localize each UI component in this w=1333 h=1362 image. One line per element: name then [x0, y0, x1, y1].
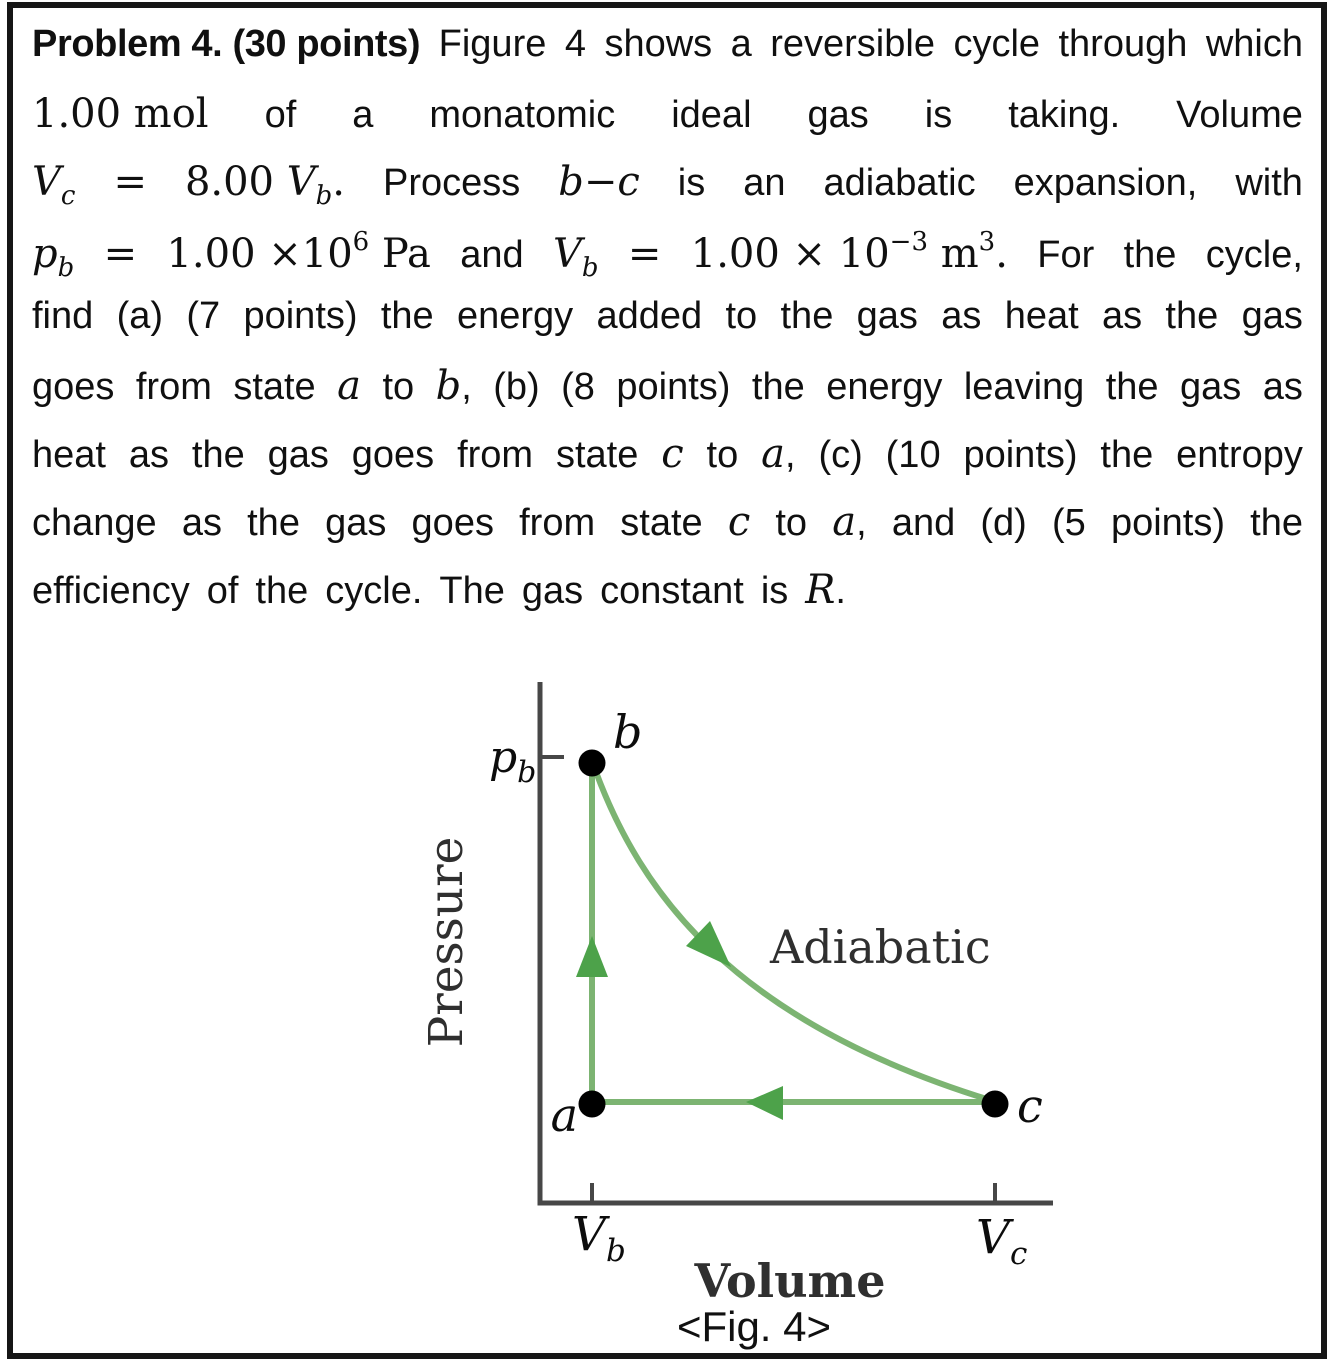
token: For [1037, 234, 1095, 276]
token: 1.00 × 10 [690, 231, 890, 277]
token: Process [382, 162, 521, 204]
token: The [439, 570, 505, 612]
token: is [924, 94, 953, 136]
pb-tick-label [489, 732, 536, 790]
arrow-up-icon [576, 936, 608, 977]
token: the [1105, 366, 1159, 408]
y-axis-label: Pressure [419, 836, 474, 1048]
token: state [555, 434, 639, 476]
token: c [661, 431, 684, 477]
token: p [32, 231, 58, 277]
token: gas [521, 570, 584, 612]
token: (7 [186, 295, 221, 337]
token: 3 [978, 227, 996, 257]
token: of [264, 94, 297, 136]
token: a [337, 363, 362, 409]
token: leaving [963, 366, 1085, 408]
vc-sub: c [1009, 1236, 1028, 1272]
token: , [461, 366, 472, 408]
state-b-label: b [613, 705, 643, 759]
token: . [995, 231, 1008, 277]
token: (8 [561, 366, 595, 408]
token: the [1250, 502, 1303, 544]
token: added [596, 295, 703, 337]
token: c [60, 181, 76, 211]
token: 1.00 ×10 [166, 231, 353, 277]
token: which [1205, 23, 1303, 65]
token: energy [826, 366, 943, 408]
token: shows [604, 23, 713, 65]
token: to [382, 366, 415, 408]
token: an [743, 162, 786, 204]
token: Figure [438, 23, 547, 65]
token: as [941, 295, 982, 337]
token: points) [1110, 502, 1225, 544]
token: gas [267, 434, 329, 476]
token: b [435, 363, 462, 409]
token: heat [32, 434, 106, 476]
token: the [255, 570, 309, 612]
token: b [315, 181, 333, 211]
token: state [233, 366, 316, 408]
token: points) [963, 434, 1078, 476]
token: b [581, 253, 599, 283]
token: state [620, 502, 703, 544]
token: goes [351, 434, 435, 476]
token: (a) [116, 295, 164, 337]
token: find [32, 295, 94, 337]
token: = [103, 231, 138, 277]
token: is [760, 570, 789, 612]
token: gas [807, 94, 869, 136]
token: from [135, 366, 212, 408]
vb-base: V [572, 1207, 606, 1262]
token: gas [1241, 295, 1303, 337]
token: −3 [889, 227, 928, 257]
token: (10 [885, 434, 941, 476]
vc-base: V [976, 1210, 1010, 1265]
token: gas [325, 502, 387, 544]
token: from [519, 502, 596, 544]
token: ideal [671, 94, 752, 136]
token: energy [456, 295, 574, 337]
token: taking. [1008, 94, 1121, 136]
token: Problem 4. (30 points) [32, 23, 421, 65]
token: as [181, 502, 222, 544]
token: from [457, 434, 534, 476]
pb-base: p [489, 732, 518, 783]
state-c-label: c [1017, 1079, 1043, 1133]
token: with [1235, 162, 1303, 204]
vb-sub: b [605, 1233, 626, 1269]
token: − [583, 159, 618, 205]
token: the [780, 295, 834, 337]
token: (c) [818, 434, 863, 476]
token: as [1262, 366, 1303, 408]
token: V [286, 159, 316, 205]
token: heat [1004, 295, 1079, 337]
token: goes [32, 366, 115, 408]
token: c [617, 159, 640, 205]
state-b-dot [579, 750, 606, 777]
token: b [57, 253, 75, 283]
token: entropy [1176, 434, 1303, 476]
token: as [128, 434, 169, 476]
token: gas [1180, 366, 1242, 408]
token: cycle, [1205, 234, 1303, 276]
token: efficiency [32, 570, 190, 612]
token: of [206, 570, 239, 612]
token: V [32, 159, 61, 205]
token: a [832, 499, 857, 545]
figure-caption: <Fig. 4> [676, 1303, 832, 1350]
token: the [1100, 434, 1154, 476]
token: m [927, 231, 979, 277]
token: and [460, 234, 524, 276]
token: Pa [369, 231, 431, 277]
token: b [558, 159, 584, 205]
token: gas [856, 295, 918, 337]
pb-sub: b [517, 755, 537, 790]
token: Volume [1176, 94, 1303, 136]
state-a-label: a [550, 1088, 578, 1142]
token: (5 [1051, 502, 1086, 544]
token: , [856, 502, 867, 544]
token: the [380, 295, 434, 337]
token: c [727, 499, 751, 545]
token: V [553, 231, 582, 277]
token: goes [411, 502, 494, 544]
token: (b) [493, 366, 540, 408]
token: change [32, 502, 157, 544]
vb-tick-label [572, 1207, 626, 1269]
token: monatomic [429, 94, 616, 136]
adiabatic-label: Adiabatic [770, 920, 991, 974]
state-a-dot [579, 1091, 606, 1118]
arrow-left-icon [746, 1086, 783, 1120]
token: and [891, 502, 956, 544]
token: (d) [980, 502, 1027, 544]
token: a [352, 94, 374, 136]
token: the [247, 502, 300, 544]
token: constant [600, 570, 744, 612]
vc-tick-label [976, 1210, 1027, 1272]
token: as [1101, 295, 1143, 337]
token: = [627, 231, 662, 277]
token: the [1165, 295, 1219, 337]
token: adiabatic [823, 162, 976, 204]
token: . [835, 570, 846, 612]
x-axis-label: Volume [694, 1254, 886, 1308]
token: a [730, 23, 752, 65]
token: cycle. [325, 570, 423, 612]
token: cycle [953, 23, 1041, 65]
token: is [677, 162, 706, 204]
token: points) [243, 295, 358, 337]
token: expansion, [1013, 162, 1198, 204]
token: 4 [564, 23, 586, 65]
token: R [805, 567, 836, 613]
token: through [1058, 23, 1188, 65]
token: to [706, 434, 739, 476]
token: to [775, 502, 808, 544]
token: 1.00 mol [32, 91, 209, 137]
token: reversible [770, 23, 935, 65]
state-c-dot [982, 1091, 1009, 1118]
token: to [725, 295, 758, 337]
token: the [1123, 234, 1177, 276]
token: = [113, 159, 147, 205]
token: 8.00 [184, 159, 287, 205]
token: points) [616, 366, 731, 408]
token: , [785, 434, 796, 476]
token: . [332, 159, 345, 205]
token: the [751, 366, 805, 408]
token: a [761, 431, 785, 477]
token: 6 [352, 227, 370, 257]
token: the [191, 434, 245, 476]
